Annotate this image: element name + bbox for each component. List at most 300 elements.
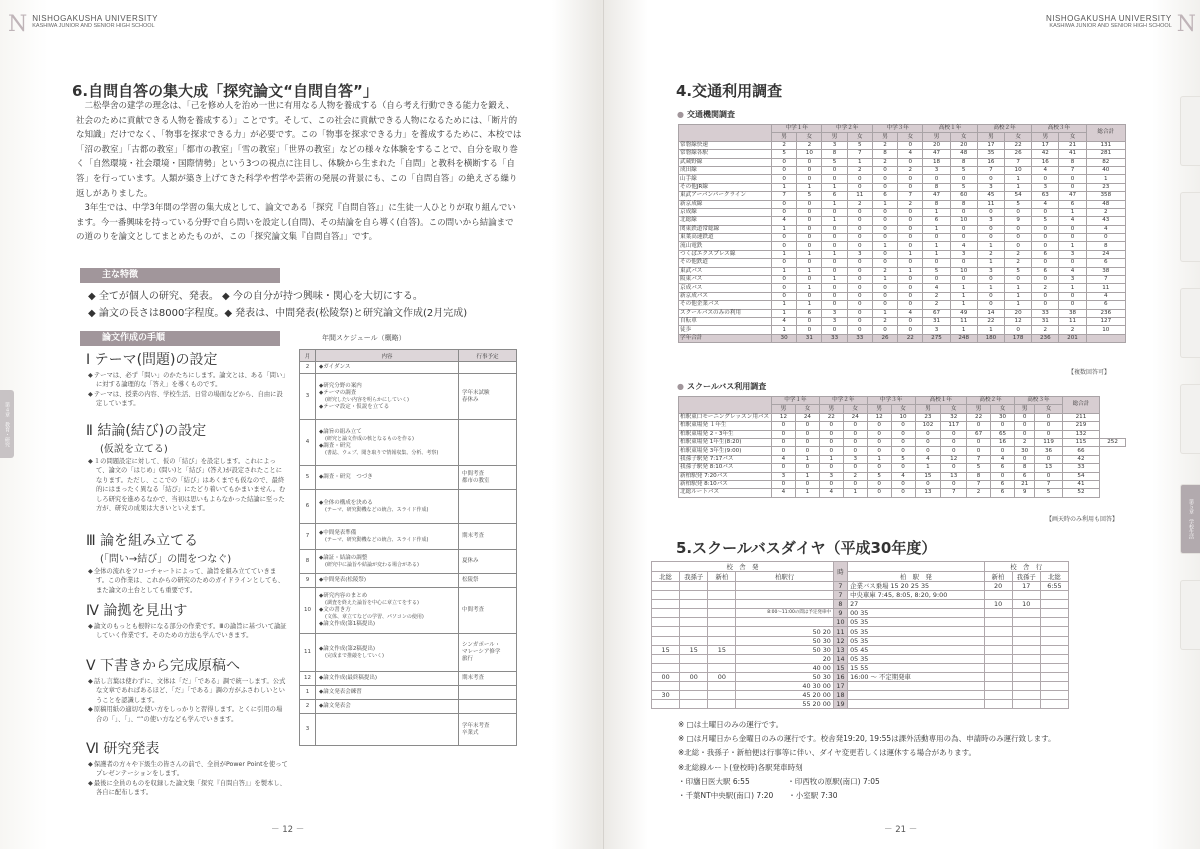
cell-value: 21 (1059, 141, 1086, 149)
male-header: 男 (772, 133, 797, 141)
cell-value: 0 (847, 217, 872, 225)
cell-value: 11 (1086, 284, 1125, 292)
cell-value: 8 (923, 183, 950, 191)
schedule-event (459, 524, 517, 550)
cell-value: 0 (1035, 430, 1063, 438)
cell-value: 0 (898, 259, 923, 267)
table-row (679, 438, 1126, 446)
cell-value: 0 (795, 438, 819, 446)
cell-value: 7 (967, 480, 991, 488)
arrival-time (984, 618, 1012, 627)
cell-value: 0 (795, 430, 819, 438)
arrival-time (1040, 682, 1068, 691)
kashiwa-arrivals (848, 691, 984, 700)
cell-value: 0 (772, 480, 796, 488)
step-bullet: ◆ 全体の流れをフローチャートによって、論旨を組み立てていきます。この作業は、これからの研究のためのガイドラインとしても、また論文の土台としても重要です。 (96, 567, 288, 595)
bususe-subtitle: ● スクールバス利用調査 (677, 381, 766, 392)
cell-value: 3 (1059, 250, 1086, 258)
schedule-item: (研究と論文作成の核となるものを作る) (325, 435, 414, 442)
university-name: NISHOGAKUSHA UNIVERSITY (32, 14, 158, 23)
schedule-item: ◆ 論文作成(第1稿提出) (319, 621, 455, 628)
cell-value: 0 (1086, 234, 1125, 242)
cell-value: 13 (915, 489, 941, 497)
schedule-event-line: マレーシア修学 (462, 649, 501, 655)
departure-time (680, 682, 708, 691)
arrival-time: 10 (1012, 600, 1040, 609)
cell-value: 1 (1005, 301, 1032, 309)
group-header: 中学２年 (819, 397, 867, 405)
cell-value: 1 (977, 242, 1004, 250)
cell-value: 0 (822, 166, 847, 174)
step-title: Ⅴ 下書きから完成原稿へ (86, 658, 241, 674)
schedule-content (316, 574, 459, 588)
cell-value: 3 (822, 309, 847, 317)
cell-value: 41 (1059, 150, 1086, 158)
arrival-time (1012, 591, 1040, 600)
group-header: 中学３年 (872, 125, 922, 133)
table-row (679, 234, 1126, 242)
total-value: 275 (923, 334, 950, 342)
schedule-row (300, 490, 517, 524)
cell-value: 0 (923, 259, 950, 267)
bus-row (652, 618, 1069, 627)
cell-value: 0 (941, 464, 967, 472)
cell-value: 48 (950, 150, 977, 158)
cell-value: 54 (1062, 472, 1099, 480)
schedule-event-line: 期末考査 (462, 533, 485, 539)
male-header: 男 (867, 405, 891, 413)
table-row (679, 447, 1126, 455)
schedule-content (316, 588, 459, 634)
schedule-event (459, 700, 517, 714)
cell-value: 52 (1062, 489, 1099, 497)
cell-value: 0 (819, 464, 843, 472)
schedule-item: (研究したい内容を明らかにしていく) (325, 396, 409, 403)
intro-text (76, 99, 522, 245)
schedule-content (316, 634, 459, 672)
row-label: 柏駅東場発 2・3年生 (679, 430, 772, 438)
group-header: 高校１年 (923, 125, 977, 133)
cell-value: 0 (923, 175, 950, 183)
cell-value: 8 (1086, 242, 1125, 250)
cell-value: 4 (1059, 267, 1086, 275)
cell-value: 0 (915, 438, 941, 446)
cell-value: 4 (898, 150, 923, 158)
cell-value: 0 (898, 284, 923, 292)
schedule-month: 7 (300, 524, 316, 550)
cell-value: 0 (1035, 455, 1063, 463)
table-row (679, 472, 1126, 480)
arrival-time (1040, 663, 1068, 672)
cell-value: 0 (872, 326, 897, 334)
cell-value: 0 (915, 447, 941, 455)
kashiwa-arrivals: 16:00 ～ 不定期発車 (848, 672, 984, 681)
cell-value: 6 (872, 192, 897, 200)
cell-value: 6 (1059, 200, 1086, 208)
cell-value: 8 (950, 200, 977, 208)
kashiwa-departures (736, 600, 833, 609)
cell-value: 6 (797, 309, 822, 317)
schedule-event-line: 松陵祭 (462, 577, 479, 583)
side-tab[interactable] (1180, 288, 1200, 358)
bus-note: ・印旛日医大駅 6:55 ・印西牧の原駅(南口) 7:05 (678, 776, 880, 786)
step-subtitle: (仮説を立てる) (100, 444, 168, 455)
table-row (679, 259, 1126, 267)
schedule-event (459, 374, 517, 420)
schedule-row (300, 362, 517, 374)
cell-value: 0 (1032, 242, 1059, 250)
departure-time (680, 591, 708, 600)
schedule-item: (テーマ、研究動機などの統合、スライド作成) (325, 506, 429, 513)
arrival-time (1012, 636, 1040, 645)
cell-value: 3 (822, 317, 847, 325)
page-number-left: － 12 － (271, 825, 305, 835)
cell-value: 8 (1059, 158, 1086, 166)
cell-value: 0 (891, 438, 915, 446)
schedule-event-line: 中間考査 (462, 470, 485, 477)
cell-value: 0 (847, 317, 872, 325)
departure-time: 15 (680, 645, 708, 654)
cell-value: 6 (1014, 472, 1034, 480)
cell-value: 0 (847, 301, 872, 309)
cell-value: 0 (977, 301, 1004, 309)
cell-value: 1 (1059, 208, 1086, 216)
female-header: 女 (1035, 405, 1063, 413)
departure-time (680, 582, 708, 591)
cell-value: 0 (847, 208, 872, 216)
schedule-event (459, 686, 517, 700)
bus-notes (678, 718, 1158, 803)
cell-value: 1 (1005, 292, 1032, 300)
cell-value: 5 (1035, 489, 1063, 497)
features-heading: 主な特徴 (80, 268, 280, 283)
cell-value: 1 (772, 326, 797, 334)
side-tab[interactable] (1180, 384, 1200, 454)
side-tab[interactable] (1180, 580, 1200, 650)
arrival-time (984, 627, 1012, 636)
cell-value: 12 (1005, 317, 1032, 325)
cell-value: 0 (891, 430, 915, 438)
arrival-time (1012, 654, 1040, 663)
schedule-event-line: シンガポール・ (462, 642, 501, 648)
cell-value: 0 (941, 438, 967, 446)
departure-time (652, 627, 680, 636)
cell-value: 127 (1086, 317, 1125, 325)
arrival-time (1012, 700, 1040, 709)
table-row (679, 284, 1126, 292)
schedule-content (316, 466, 459, 490)
row-label: その他鉄道 (679, 259, 772, 267)
departure-time (708, 636, 736, 645)
cell-value: 0 (898, 326, 923, 334)
arrival-time (1040, 700, 1068, 709)
cell-value: 132 (1062, 430, 1099, 438)
cell-value: 42 (1062, 455, 1099, 463)
departure-time (652, 682, 680, 691)
cell-value: 16 (1032, 158, 1059, 166)
cell-value: 66 (1062, 447, 1099, 455)
schedule-month: 3 (300, 714, 316, 746)
side-tab[interactable] (1180, 192, 1200, 262)
side-tab[interactable] (1180, 96, 1200, 166)
bus-note: ・千葉NT中央駅(南口) 7:20 ・小室駅 7:30 (678, 791, 838, 801)
cell-value: 47 (923, 150, 950, 158)
cell-value: 2 (923, 301, 950, 309)
hour-header: 時 (833, 562, 847, 582)
cell-value: 0 (898, 317, 923, 325)
cell-value: 0 (843, 480, 867, 488)
departure-time (652, 700, 680, 709)
kashiwa-departures: 40 00 (736, 663, 833, 672)
hour-cell: 10 (833, 618, 847, 627)
schedule-row (300, 574, 517, 588)
cell-value: 1 (797, 301, 822, 309)
total-value: 30 (772, 334, 797, 342)
cell-value: 82 (1086, 158, 1125, 166)
cell-value: 38 (1086, 267, 1125, 275)
cell-value: 0 (772, 430, 796, 438)
cell-value: 1 (795, 455, 819, 463)
cell-value: 1 (822, 183, 847, 191)
step-bullet: ◆ 原稿用紙の適切な使い方をしっかりと習得します。とくに引用の場合の「」、「」、“”の使い方なども学んでいきます。 (96, 705, 288, 724)
cell-value: 5 (867, 472, 891, 480)
cell-value: 0 (797, 225, 822, 233)
cell-value: 12 (941, 455, 967, 463)
female-header: 女 (847, 133, 872, 141)
cell-value: 0 (772, 276, 797, 284)
table-row (679, 183, 1126, 191)
cell-value: 0 (1005, 208, 1032, 216)
cell-value: 0 (797, 276, 822, 284)
cell-value: 43 (1086, 217, 1125, 225)
cell-value: 2 (1059, 326, 1086, 334)
schedule-row (300, 714, 517, 746)
cell-value: 7 (898, 192, 923, 200)
cell-value: 0 (977, 292, 1004, 300)
cell-value: 24 (1086, 250, 1125, 258)
cell-value: 0 (915, 480, 941, 488)
arrival-time (1040, 636, 1068, 645)
cell-value: 0 (847, 234, 872, 242)
schedule-row (300, 420, 517, 466)
cell-value: 0 (1059, 175, 1086, 183)
cell-value: 8 (950, 158, 977, 166)
step-block (86, 655, 288, 724)
row-label: つくばエクスプレス線 (679, 250, 772, 258)
header-logo-right (1046, 14, 1196, 36)
female-header: 女 (898, 133, 923, 141)
cell-value: 33 (1032, 309, 1059, 317)
row-label: 柏駅東場発 3年生(9:00) (679, 447, 772, 455)
cell-value: 0 (891, 422, 915, 430)
departure-time (680, 654, 708, 663)
departure-time (680, 600, 708, 609)
total-value: 31 (797, 334, 822, 342)
cell-value: 3 (843, 455, 867, 463)
kashiwa-departures (736, 591, 833, 600)
cell-value: 3 (1059, 276, 1086, 284)
bus-row (652, 691, 1069, 700)
departure-time (680, 618, 708, 627)
bus-note: ※ □は月曜日から金曜日のみの運行です。校舎発19:20, 19:55は課外活動専用の為、申請時のみ運行致します。 (678, 734, 1056, 744)
row-label: 東武アーバンパークライン (679, 192, 772, 200)
kashiwa-arrivals: 企業バス乗場 15 20 25 35 (848, 582, 984, 591)
cell-value: 0 (867, 430, 891, 438)
cell-value: 1 (819, 455, 843, 463)
male-header: 男 (923, 133, 950, 141)
cell-value: 0 (847, 183, 872, 191)
cell-value: 0 (772, 242, 797, 250)
cell-value: 0 (977, 234, 1004, 242)
female-header: 女 (843, 405, 867, 413)
cell-value: 0 (795, 464, 819, 472)
schedule-event-line: 春休み (462, 396, 479, 403)
cell-value: 281 (1086, 150, 1125, 158)
cell-value: 5 (1005, 200, 1032, 208)
cell-value: 5 (1032, 217, 1059, 225)
cell-value: 1 (772, 225, 797, 233)
kashiwa-departures: 8:00～11:00の間は予定発車中 (736, 609, 833, 618)
traffic-note: 【複数回答可】 (1068, 369, 1111, 376)
cell-value: 0 (819, 438, 843, 446)
departure-time (708, 627, 736, 636)
cell-value: 0 (819, 447, 843, 455)
side-tab-active[interactable]: 第５章 学校生活 (1180, 484, 1200, 554)
cell-value: 0 (977, 276, 1004, 284)
cell-value: 0 (847, 309, 872, 317)
cell-value: 8 (923, 200, 950, 208)
schedule-header: 行事予定 (459, 350, 517, 362)
departure-time (708, 582, 736, 591)
cell-value: 2 (898, 166, 923, 174)
cell-value: 12 (772, 413, 796, 421)
corner-cell (679, 397, 772, 414)
cell-value: 0 (797, 242, 822, 250)
bus-note: ※ □は土曜日のみの運行です。 (678, 720, 784, 729)
departure-time: 00 (708, 672, 736, 681)
arrival-time (984, 609, 1012, 618)
cell-value: 1 (872, 309, 897, 317)
cell-value: 236 (1086, 309, 1125, 317)
bus-row (652, 654, 1069, 663)
cell-value: 252 (1100, 438, 1126, 446)
cell-value: 0 (822, 326, 847, 334)
arrival-time (1040, 691, 1068, 700)
cell-value: 0 (847, 175, 872, 183)
cell-value: 67 (967, 430, 991, 438)
bususe-table (678, 396, 1126, 498)
cell-value: 0 (797, 326, 822, 334)
kashiwa-arrivals: 05 35 (848, 654, 984, 663)
cell-value: 0 (772, 292, 797, 300)
male-header: 男 (977, 133, 1004, 141)
cell-value: 0 (1032, 259, 1059, 267)
bus-row (652, 600, 1069, 609)
cell-value: 11 (1059, 317, 1086, 325)
cell-value: 60 (950, 192, 977, 200)
cell-value: 7 (1035, 480, 1063, 488)
cell-value: 1 (1005, 175, 1032, 183)
table-row (679, 276, 1126, 284)
schedule-event-line: 旅行 (462, 656, 474, 662)
cell-value: 4 (772, 317, 797, 325)
schedule-row (300, 550, 517, 574)
cell-value: 0 (950, 208, 977, 216)
cell-value: 0 (772, 234, 797, 242)
cell-value: 26 (1005, 150, 1032, 158)
departure-time (680, 691, 708, 700)
cell-value: 0 (1059, 301, 1086, 309)
logo-icon: N (1176, 12, 1196, 37)
cell-value: 0 (1014, 413, 1034, 421)
cell-value: 17 (1032, 141, 1059, 149)
cell-value: 1 (923, 225, 950, 233)
schedule-event (459, 490, 517, 524)
cell-value: 0 (847, 292, 872, 300)
cell-value: 4 (891, 472, 915, 480)
kashiwa-departures: 50 20 (736, 627, 833, 636)
row-label: 山手線 (679, 175, 772, 183)
cell-value: 5 (847, 141, 872, 149)
female-header: 女 (797, 133, 822, 141)
cell-value: 0 (843, 430, 867, 438)
cell-value: 0 (847, 259, 872, 267)
cell-value: 0 (872, 208, 897, 216)
cell-value: 0 (1014, 430, 1034, 438)
schedule-content (316, 374, 459, 420)
cell-value: 0 (867, 464, 891, 472)
kashiwa-arrivals: 00 35 (848, 609, 984, 618)
cell-value: 2 (898, 200, 923, 208)
cell-value: 0 (1005, 276, 1032, 284)
cell-value: 6 (923, 217, 950, 225)
schedule-month: 2 (300, 700, 316, 714)
table-row (679, 217, 1126, 225)
total-value (1086, 334, 1125, 342)
departure-time (708, 682, 736, 691)
group-header: 高校３年 (1014, 397, 1062, 405)
cell-value: 4 (1059, 217, 1086, 225)
table-row (679, 292, 1126, 300)
bus-note: ※北総・我孫子・新柏便は行事等に伴い、ダイヤ変更若しくは運休する場合があります。 (678, 748, 977, 758)
cell-value: 1 (772, 267, 797, 275)
stop-header: 柏 駅 発 (848, 572, 984, 582)
step-bullets (86, 622, 288, 641)
cell-value: 4 (915, 455, 941, 463)
cell-value: 1 (772, 183, 797, 191)
cell-value: 20 (923, 141, 950, 149)
schedule-month: 4 (300, 420, 316, 466)
cell-value: 1 (1086, 175, 1125, 183)
stop-header: 新柏 (984, 572, 1012, 582)
total-value: 178 (1005, 334, 1032, 342)
arrival-time (984, 700, 1012, 709)
bus-row (652, 672, 1069, 681)
cell-value: 47 (1059, 192, 1086, 200)
cell-value: 30 (1014, 447, 1034, 455)
schedule-event-line: 都市の教室 (462, 477, 490, 484)
row-label: 新柏駅発 7:20バス (679, 472, 772, 480)
schedule-month: 12 (300, 672, 316, 686)
cell-value: 36 (1035, 447, 1063, 455)
cell-value: 0 (843, 422, 867, 430)
cell-value: 5 (967, 464, 991, 472)
cell-value: 0 (797, 292, 822, 300)
side-tab-left[interactable]: 第４章 教育・研究 (0, 390, 14, 458)
schedule-title: 年間スケジュール（概略） (322, 334, 406, 342)
cell-value: 31 (923, 317, 950, 325)
cell-value: 0 (898, 276, 923, 284)
